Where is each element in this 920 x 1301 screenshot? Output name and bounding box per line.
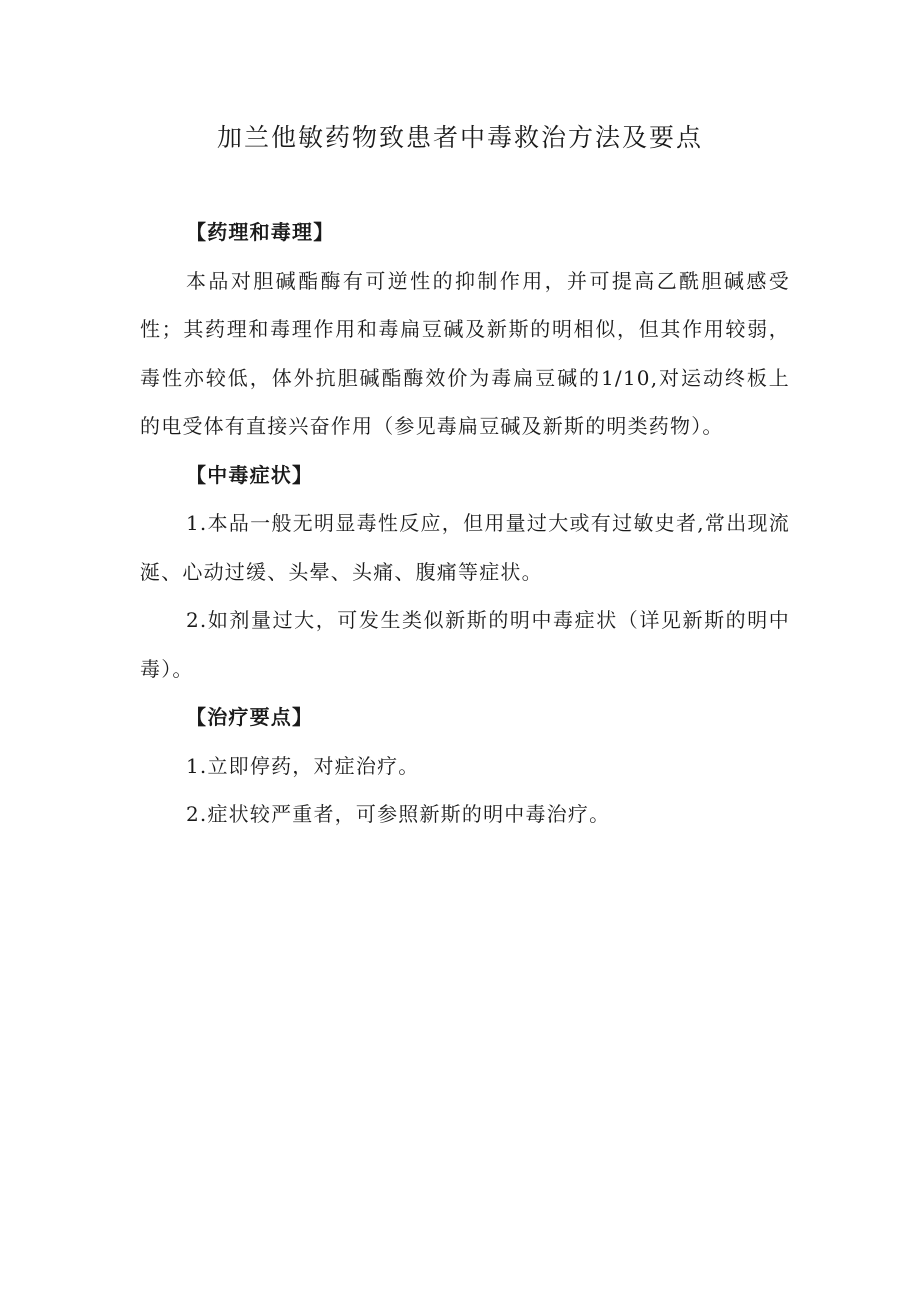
symptom-item-2: 2.如剂量过大，可发生类似新斯的明中毒症状（详见新斯的明中毒）。 xyxy=(140,608,790,681)
symptom-item-1: 1.本品一般无明显毒性反应，但用量过大或有过敏史者,常出现流涎、心动过缓、头晕、头痛、腹痛等症状。 xyxy=(140,511,790,584)
section-heading-pharmacology: 【药理和毒理】 xyxy=(186,220,335,244)
document-body xyxy=(140,208,790,839)
document-title: 加兰他敏药物致患者中毒救治方法及要点 xyxy=(216,123,703,152)
section-heading-symptoms: 【中毒症状】 xyxy=(186,462,314,487)
section-heading-treatment: 【治疗要点】 xyxy=(186,705,314,729)
treatment-item-2: 2.症状较严重者，可参照新斯的明中毒治疗。 xyxy=(186,802,611,826)
treatment-item-1: 1.立即停药，对症治疗。 xyxy=(186,753,420,778)
pharmacology-paragraph: 本品对胆碱酯酶有可逆性的抑制作用，并可提高乙酰胆碱感受性；其药理和毒理作用和毒扁豆碱及新斯的明相似，但其作用较弱，毒性亦较低，体外抗胆碱酯酶效价为毒扁豆碱的1/10,对运动终板上的电受体有直接兴奋作用（参见毒扁豆碱及新斯的明类药物）。 xyxy=(140,268,790,438)
